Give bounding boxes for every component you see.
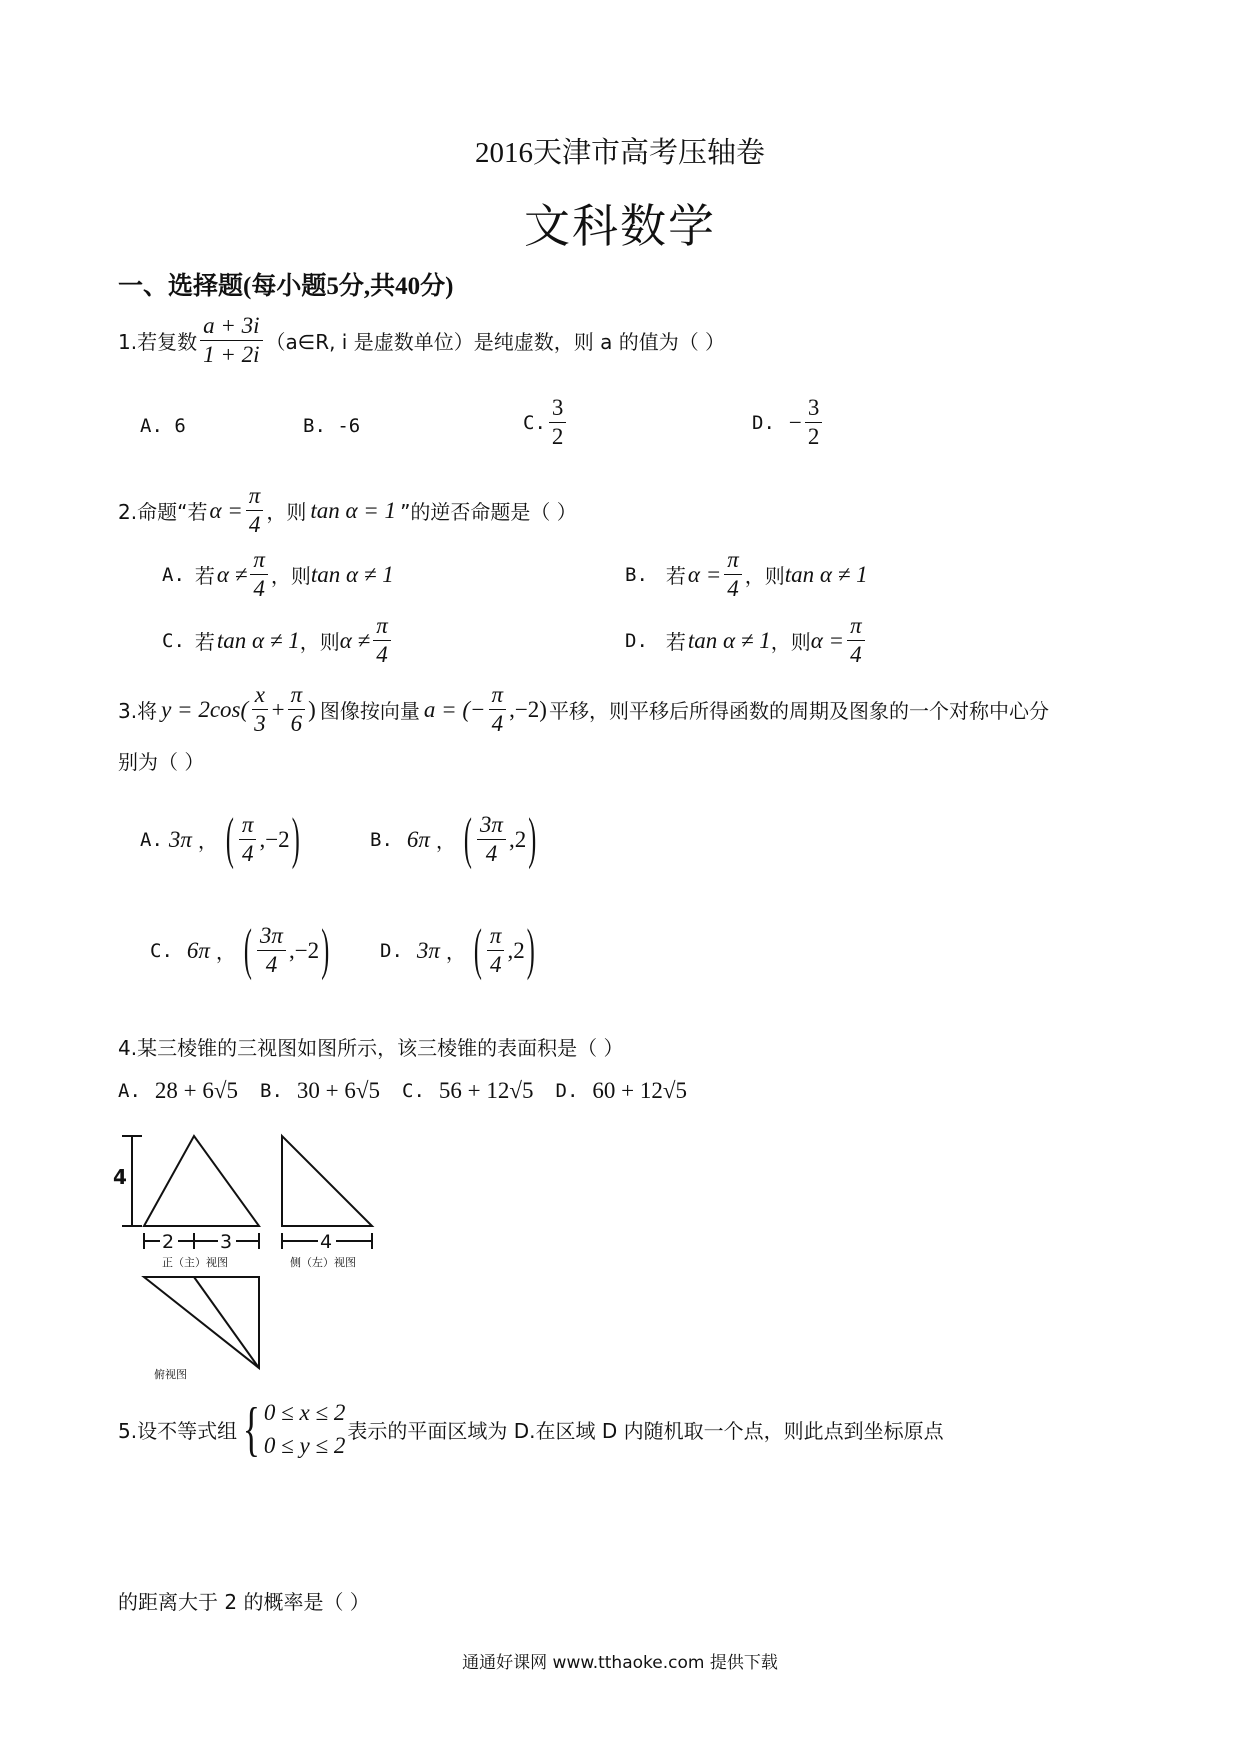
q3-b-comma: ， <box>435 829 456 854</box>
exam-subject: 文科数学 <box>524 201 716 252</box>
q3-suffix: 平移，则平移后所得函数的周期及图象的一个对称中心分 <box>548 699 1049 724</box>
q2-a-four: 4 <box>253 576 265 602</box>
q3-b-num: 3π <box>477 813 506 840</box>
q3-option-a <box>140 808 302 871</box>
q2-option-b <box>625 548 868 601</box>
side-view-triangle <box>282 1136 372 1226</box>
exam-title: 2016天津市高考压轴卷 <box>474 137 765 169</box>
q3-b-rparen: ) <box>528 808 537 871</box>
q3-option-c <box>150 919 331 982</box>
q4-d-label: D. <box>555 1080 579 1102</box>
q5-row1: 0 ≤ x ≤ 2 <box>263 1400 346 1425</box>
top-view-inner-line <box>194 1277 259 1368</box>
q3-b-frac <box>477 813 506 866</box>
q2-a-pi: π <box>250 548 268 575</box>
q4-b-value: 30 + 6√5 <box>296 1078 380 1103</box>
front-right-label: 3 <box>220 1231 233 1253</box>
q2-a-ruo: 若 <box>194 564 215 589</box>
q3-option-d <box>380 919 537 982</box>
q2-d-label: D. <box>625 629 648 652</box>
q4-c-label: C. <box>402 1080 425 1102</box>
q4-a-label: A. <box>118 1080 141 1102</box>
q2-mid: ，则 <box>266 500 307 525</box>
q2-option-a <box>162 548 394 601</box>
q3-pi: π <box>288 683 306 710</box>
q2-a-then: ，则 <box>270 564 311 589</box>
q3-vec-frac <box>489 683 507 736</box>
q3-vec-four: 4 <box>491 711 504 737</box>
front-left-label: 2 <box>162 1231 175 1253</box>
q3-x-frac <box>251 683 269 736</box>
q2-a-ne: α ≠ <box>216 561 248 587</box>
q2-c-label: C. <box>162 629 185 652</box>
q3-prefix: 3.将 <box>118 699 158 724</box>
q2-prefix: 2.命题“若 <box>118 500 208 525</box>
q3-c-period: 6π <box>186 937 210 963</box>
q3-a-comma: ， <box>197 829 218 854</box>
q2-four: 4 <box>248 512 261 538</box>
q3-c-comma: ， <box>215 940 236 965</box>
section-heading: 一、选择题(每小题5分,共40分) <box>118 273 454 300</box>
q3-c-lparen: ( <box>243 919 252 982</box>
q3-x: x <box>252 683 268 710</box>
q3-d-rparen: ) <box>526 919 535 982</box>
q2-suffix: ”的逆否命题是（ ） <box>400 500 577 525</box>
q2-b-pi: π <box>724 548 742 575</box>
q3-option-b <box>370 808 538 871</box>
q3-a-four: 4 <box>241 841 254 867</box>
q3-a-label: A. <box>140 828 163 851</box>
q5-line2: 的距离大于 2 的概率是（ ） <box>118 1590 370 1614</box>
front-view-caption: 正（主）视图 <box>162 1256 228 1269</box>
q3-a-lparen: ( <box>225 808 234 871</box>
q3-b-label: B. <box>370 828 393 851</box>
q5-prefix: 5.设不等式组 <box>118 1418 238 1443</box>
question-2 <box>118 484 577 537</box>
q3-three: 3 <box>254 711 266 737</box>
q3-c-num: 3π <box>257 924 286 951</box>
q1-option-d-label: D. <box>752 411 775 434</box>
q3-a-rparen: ) <box>291 808 300 871</box>
side-base-label: 4 <box>320 1231 333 1253</box>
q2-b-then: ，则 <box>744 564 785 589</box>
q1-d-num: 3 <box>805 396 823 423</box>
q4-options <box>118 1078 687 1104</box>
q3-mid: 图像按向量 <box>319 699 420 724</box>
q2-b-tan: tan α ≠ 1 <box>784 561 868 587</box>
q2-a-tan: tan α ≠ 1 <box>310 561 394 587</box>
q3-c-four: 4 <box>265 952 278 978</box>
q1-prefix: 1.若复数 <box>118 330 198 355</box>
q1-option-d <box>752 396 825 449</box>
q3-a-pi: π <box>239 813 257 840</box>
q3-d-period: 3π <box>416 937 440 963</box>
q2-d-tan: tan α ≠ 1 <box>687 627 771 653</box>
question-5 <box>118 1396 944 1463</box>
q3-vec: a = (− <box>423 696 486 722</box>
q2-option-c <box>162 614 394 667</box>
q3-func: y = 2cos( <box>161 696 249 722</box>
question-1 <box>118 314 725 367</box>
q1-suffix: （a∈R, i 是虚数单位）是纯虚数，则 a 的值为（ ） <box>265 330 726 355</box>
q3-b-y: ,2 <box>508 826 527 852</box>
q5-suffix: 表示的平面区域为 D.在区域 D 内随机取一个点，则此点到坐标原点 <box>347 1418 944 1443</box>
three-view-figure <box>110 1120 400 1380</box>
q5-inequality-system <box>237 1396 345 1463</box>
q2-b-ruo: 若 <box>665 564 686 589</box>
q3-b-period: 6π <box>406 826 430 852</box>
q2-d-eq: α = <box>810 627 845 653</box>
q3-b-four: 4 <box>485 841 498 867</box>
q2-d-ruo: 若 <box>665 630 686 655</box>
q3-a-y: ,−2 <box>259 826 290 852</box>
q2-b-frac <box>724 548 742 601</box>
q1-option-d-sign: − <box>788 409 802 435</box>
q1-option-c-frac <box>549 396 567 449</box>
question-4: 4.某三棱锥的三视图如图所示，该三棱锥的表面积是（ ） <box>118 1036 624 1060</box>
q3-d-frac <box>487 924 505 977</box>
q3-c-frac <box>257 924 286 977</box>
q5-row2: 0 ≤ y ≤ 2 <box>263 1433 346 1459</box>
q3-d-label: D. <box>380 939 403 962</box>
q1-option-c-label: C. <box>523 411 546 434</box>
q1-fraction <box>200 314 262 367</box>
q3-a-period: 3π <box>168 826 192 852</box>
q3-d-y: ,2 <box>507 937 525 963</box>
q3-vec-pi: π <box>489 683 507 710</box>
q2-d-four: 4 <box>850 642 862 668</box>
q2-b-eq: α = <box>687 561 722 587</box>
q2-c-tan: tan α ≠ 1 <box>216 627 300 653</box>
q2-c-frac <box>373 614 391 667</box>
q5-brace: { <box>242 1396 261 1463</box>
q1-frac-num: a + 3i <box>200 314 262 341</box>
q2-c-ruo: 若 <box>194 630 215 655</box>
q1-c-num: 3 <box>549 396 567 423</box>
q2-b-label: B. <box>625 563 648 586</box>
q2-a-label: A. <box>162 563 185 586</box>
q2-c-ne: α ≠ <box>339 627 371 653</box>
q2-d-frac <box>847 614 865 667</box>
side-view-caption: 侧（左）视图 <box>290 1256 356 1269</box>
q2-d-then: ，则 <box>770 630 811 655</box>
q3-six: 6 <box>290 711 303 737</box>
q1-frac-den: 1 + 2i <box>203 342 260 368</box>
q3-d-four: 4 <box>489 952 502 978</box>
q3-close: ) <box>308 696 316 722</box>
q1-option-a: A. 6 <box>140 415 186 437</box>
q2-c-then: ，则 <box>299 630 340 655</box>
q3-plus: + <box>271 696 285 722</box>
top-view-triangle <box>144 1277 259 1368</box>
q3-line2: 别为（ ） <box>118 750 205 774</box>
q2-tan-eq: tan α = 1 <box>310 497 397 523</box>
q2-pi: π <box>246 484 264 511</box>
q3-c-rparen: ) <box>321 919 330 982</box>
question-3 <box>118 683 1049 736</box>
q3-d-lparen: ( <box>473 919 482 982</box>
q4-b-label: B. <box>260 1080 283 1102</box>
q3-d-comma: ， <box>445 940 466 965</box>
q2-d-pi: π <box>847 614 865 641</box>
q2-a-frac <box>250 548 268 601</box>
q3-b-lparen: ( <box>463 808 472 871</box>
q4-a-value: 28 + 6√5 <box>154 1078 238 1103</box>
q2-b-four: 4 <box>727 576 739 602</box>
q1-option-b: B. -6 <box>303 415 361 437</box>
q3-pi-frac <box>288 683 306 736</box>
q3-c-y: ,−2 <box>288 937 320 963</box>
top-view-caption: 俯视图 <box>154 1368 187 1380</box>
q4-c-value: 56 + 12√5 <box>438 1078 534 1103</box>
q1-option-d-frac <box>805 396 823 449</box>
q1-c-den: 2 <box>551 424 564 450</box>
q3-vec-end: ,−2) <box>509 696 547 722</box>
q1-option-c <box>523 396 569 449</box>
q2-c-pi: π <box>373 614 391 641</box>
q3-c-label: C. <box>150 939 173 962</box>
q2-alpha-eq: α = <box>209 497 243 523</box>
q3-d-pi: π <box>487 924 505 951</box>
page-footer: 通通好课网 www.tthaoke.com 提供下载 <box>462 1653 778 1673</box>
height-label: 4 <box>113 1165 127 1189</box>
q2-option-d <box>625 614 868 667</box>
q2-c-four: 4 <box>376 642 388 668</box>
q3-a-frac <box>239 813 257 866</box>
front-view-triangle <box>144 1136 259 1226</box>
q4-d-value: 60 + 12√5 <box>592 1078 687 1103</box>
q1-d-den: 2 <box>807 424 820 450</box>
q2-pi-frac <box>246 484 264 537</box>
